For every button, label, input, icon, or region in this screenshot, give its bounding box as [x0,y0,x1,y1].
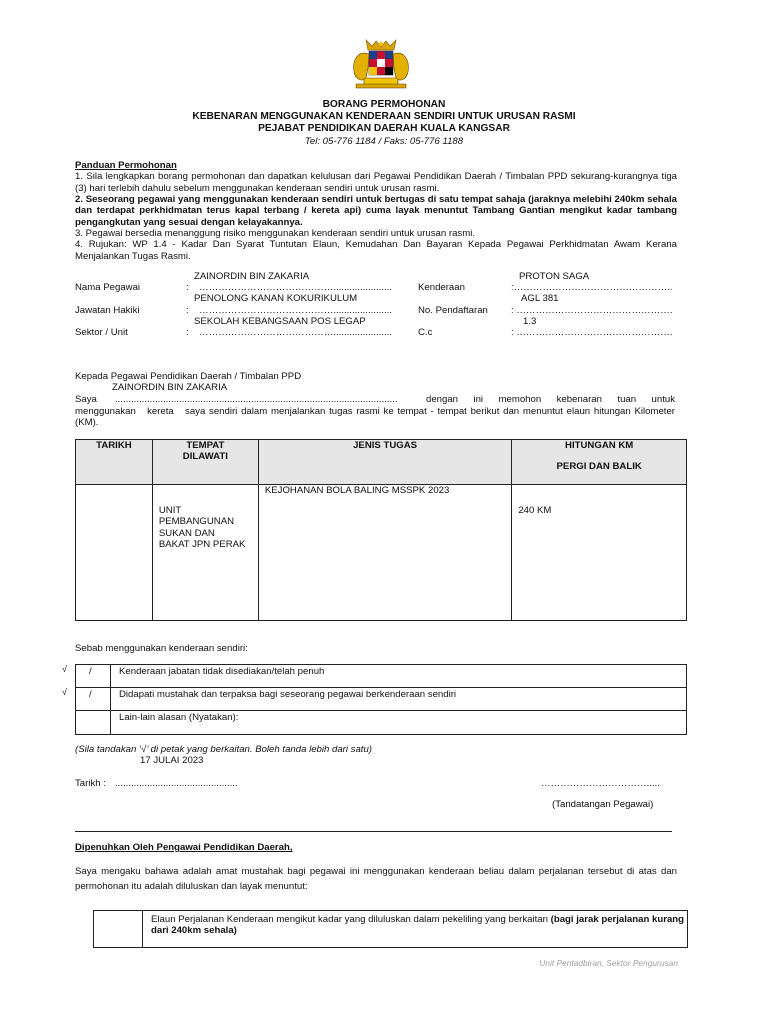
form-subtitle: KEBENARAN MENGGUNAKAN KENDERAAN SENDIRI UNTUK URUSAN RASMI [192,111,576,123]
reasons-note: (Sila tandakan ‘√’ di petak yang berkaitan. Boleh tanda lebih dari satu) [75,744,372,755]
guide-heading: Panduan Permohonan [75,160,177,171]
header-tempat: TEMPAT DILAWATI [152,440,258,485]
malaysia-coat-of-arms-icon [344,38,418,90]
header-jenis: JENIS TUGAS [258,440,511,485]
reason-row-1[interactable] [62,664,687,687]
pendaftaran-dots: : …………………………………………. [511,305,673,316]
signature-dots[interactable]: ……………………………..... [541,778,660,789]
office-contact: Tel: 05-776 1184 / Faks: 05-776 1188 [304,135,464,147]
signature-label: (Tandatangan Pegawai) [552,799,654,810]
reason-text-3: Lain-lain alasan (Nyatakan): [119,712,239,723]
tarikh-dots: .............................................. [115,778,238,789]
form-title: BORANG PERMOHONAN [322,99,446,110]
reason-text-2: Didapati mustahak dan terpaksa bagi seseorang pegawai berkenderaan sendiri [119,689,457,700]
approval-checkbox[interactable] [94,911,143,947]
footer-unit: Unit Pentadbiran, Sektor Pengurusan [539,958,678,968]
reason-checkbox-3[interactable] [76,711,111,734]
applicant-name[interactable]: ZAINORDIN BIN ZAKARIA [112,382,228,393]
trip-table [75,439,687,621]
guide-item-3: 3. Pegawai bersedia menanggung risiko menggunakan kenderaan sendiri untuk urusan rasmi. [75,227,475,239]
date-value[interactable]: 17 JULAI 2023 [140,755,204,766]
cell-tarikh[interactable] [76,485,153,621]
approval-box-bold: (bagi jarak perjalanan kurang dari 240km sehala) [151,914,684,937]
sektor-dots: ……………………………………...................... [199,327,392,338]
approval-box-text: Elaun Perjalanan Kenderaan mengikut kadar yang diluluskan dalam pekeliling yang berkaitan (bagi jarak perjalanan kurang dari 240km sehala) [151,914,684,937]
sektor-label: Sektor / Unit [75,327,128,338]
nama-colon: : [186,282,189,293]
sektor-colon: : [186,327,189,338]
reasons-checklist [62,664,687,735]
reason-checkbox-2[interactable]: / [76,688,111,710]
header-km: HITUNGAN KM PERGI DAN BALIK [512,440,687,485]
guide-item-4: 4. Rujukan: WP 1.4 - Kadar Dan Syarat Tuntutan Elaun, Kemudahan Dan Bayaran Kepada Pegawai Perkhidmatan Awam Kerana Menjalankan Tugas Rasmi. [75,239,677,262]
kenderaan-label: Kenderaan [418,282,465,293]
nama-dots: ……………………………………...................... [199,282,392,293]
cc-dots: : …………………………………………. [511,327,673,338]
approval-statement: Saya mengaku bahawa adalah amat mustahak bagi pegawai ini menggunakan kenderaan beliau dalam perjalanan tersebut di atas dan permohonan itu adalah diluluskan dan layak menuntut: [75,866,677,892]
tick-mark-2: √ [62,687,67,697]
approval-box [93,910,688,948]
reason-row-2[interactable] [62,687,687,710]
jawatan-label: Jawatan Hakiki [75,305,140,316]
reason-checkbox-1[interactable]: / [76,665,111,687]
nama-label: Nama Pegawai [75,282,141,293]
reason-text-1: Kenderaan jabatan tidak disediakan/telah penuh [119,666,325,677]
pendaftaran-value[interactable]: AGL 381 [521,293,559,304]
sektor-value[interactable]: SEKOLAH KEBANGSAAN POS LEGAP [194,316,366,327]
section-divider [75,831,672,832]
tarikh-label: Tarikh : [75,778,106,789]
nama-value[interactable]: ZAINORDIN BIN ZAKARIA [194,271,310,282]
table-header-row [76,440,687,485]
kenderaan-dots: :………………………………………….. [511,282,673,293]
reason-row-3[interactable] [75,710,687,735]
addressee: Kepada Pegawai Pendidikan Daerah / Timbalan PPD [75,371,302,382]
cell-km[interactable]: 240 KM [512,485,687,621]
cc-value[interactable]: 1.3 [523,316,537,327]
jawatan-colon: : [186,305,189,316]
pendaftaran-label: No. Pendaftaran [418,305,488,316]
table-row [76,485,687,621]
saya-word: Saya [75,394,97,405]
guide-item-1: 1. Sila lengkapkan borang permohonan dan dapatkan kelulusan dari Pegawai Pendidikan Daerah / Timbalan PPD sekurang-kurangnya tiga (3) hari terlebih dahulu sebelum menggunakan kenderaan sendiri untuk urusan rasmi. [75,171,677,194]
header-tarikh: TARIKH [76,440,153,485]
cc-label: C.c [418,327,433,338]
reasons-intro: Sebab menggunakan kenderaan sendiri: [75,643,248,654]
guide-item-2: 2. Seseorang pegawai yang menggunakan kenderaan sendiri untuk bertugas di satu tempat sahaja (jaraknya melebihi 240km sehala dan terdapat perkhidmatan terus kapal terbang / kereta api) cuma layak menuntut Tambang Gantian mengikut kadar tambang pengangkutan yang sesuai dengan kelayakannya. [75,193,677,228]
approval-heading: Dipenuhkan Oleh Pengawai Pendidikan Daerah, [75,842,293,853]
saya-rest: dengan ini memohon kebenaran tuan untuk [426,394,675,405]
request-body: menggunakan kereta saya sendiri dalam menjalankan tugas rasmi ke tempat - tempat berikut dan menuntut elaun hitungan Kilometer (KM). [75,406,678,429]
guide-section [75,160,677,262]
jawatan-value[interactable]: PENOLONG KANAN KOKURIKULUM [194,293,358,304]
cell-jenis[interactable]: KEJOHANAN BOLA BALING MSSPK 2023 [258,485,511,621]
office-name: PEJABAT PENDIDIKAN DAERAH KUALA KANGSAR [258,123,510,135]
tick-mark-1: √ [62,664,67,674]
saya-dots: .......................................................................................................... [115,394,398,405]
cell-tempat[interactable]: UNIT PEMBANGUNAN SUKAN DAN BAKAT JPN PERAK [152,485,258,621]
kenderaan-value[interactable]: PROTON SAGA [519,271,590,282]
jawatan-dots: ……………………………………...................... [199,305,392,316]
title-block [0,99,768,147]
